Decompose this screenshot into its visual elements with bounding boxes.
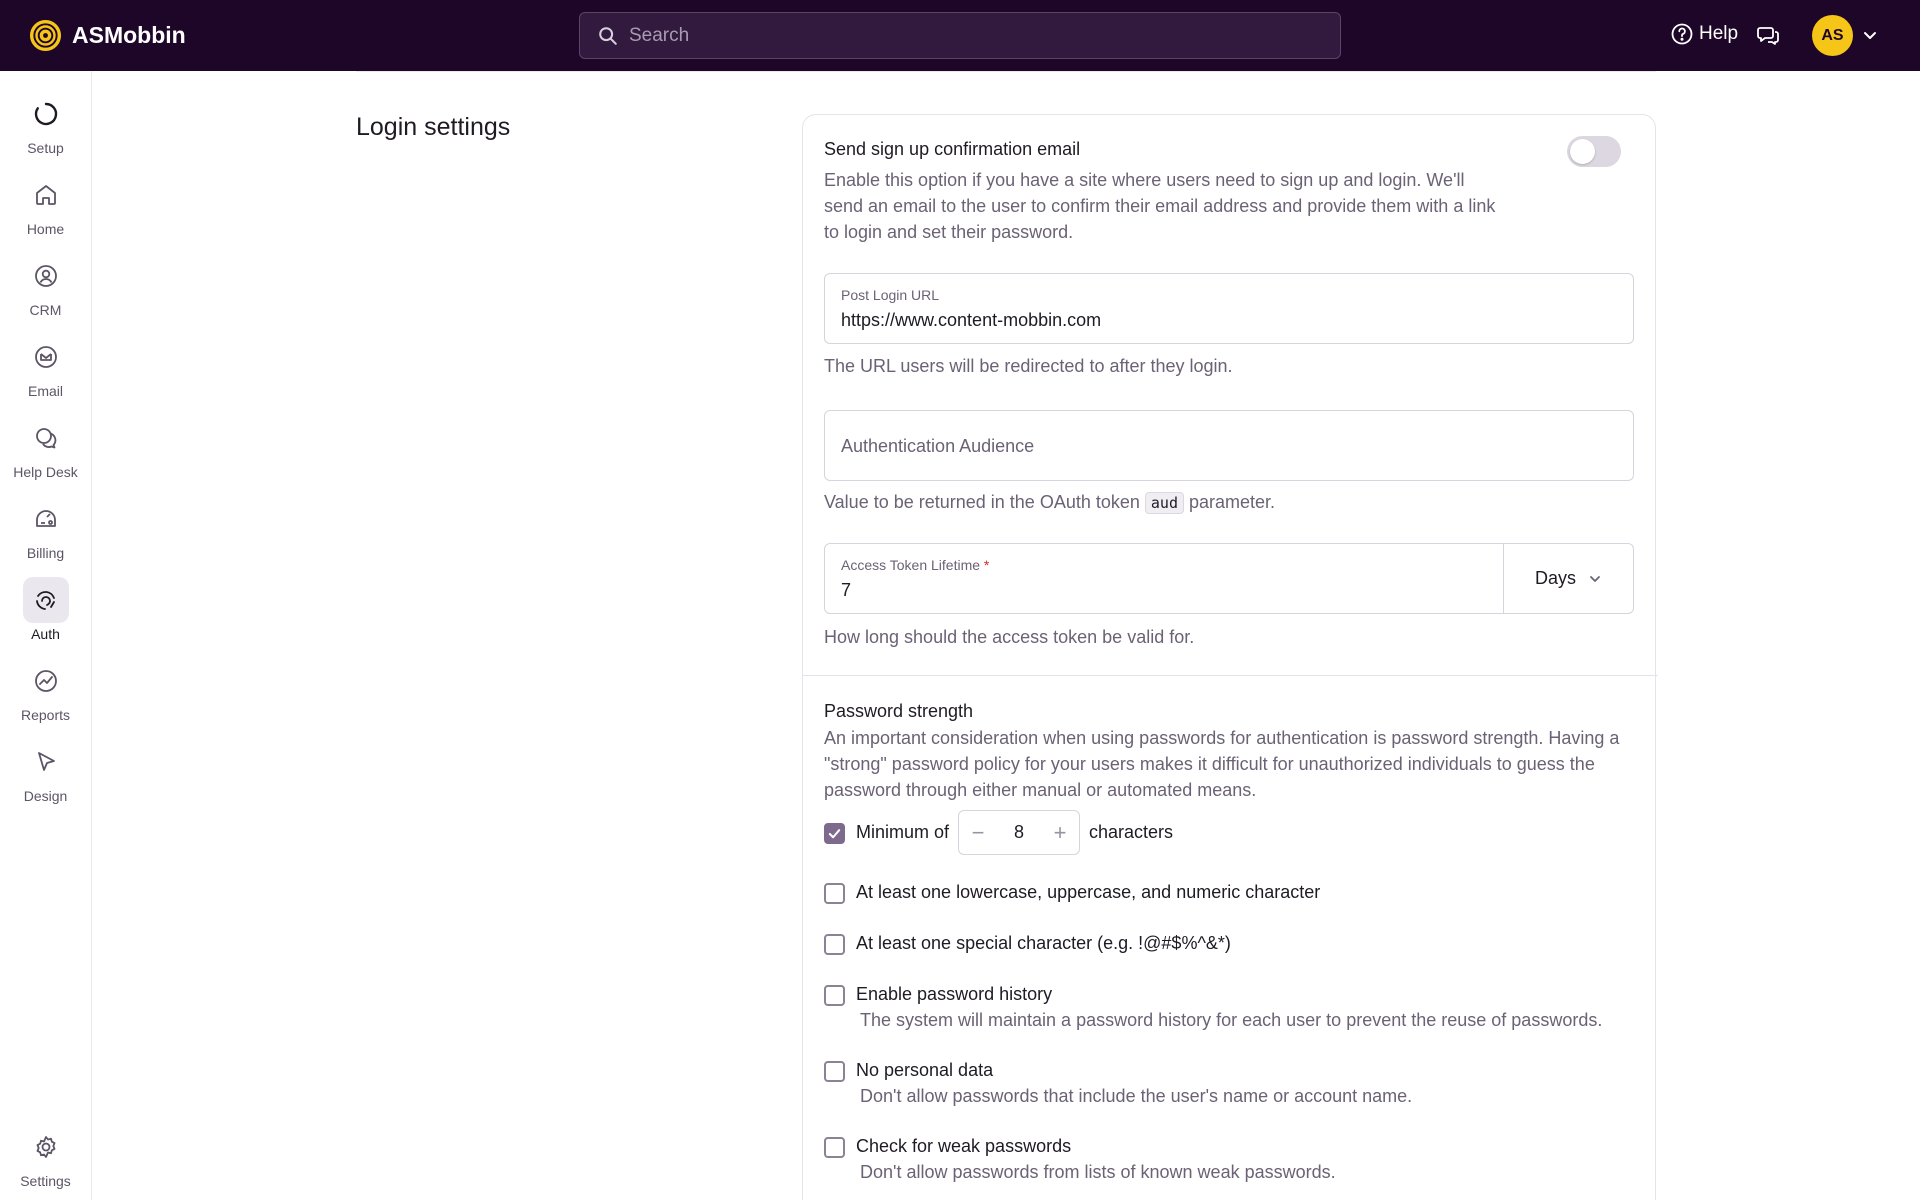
- loader-icon: [33, 101, 59, 127]
- special-char-checkbox[interactable]: [824, 934, 845, 955]
- help-circle-icon: [1670, 22, 1694, 46]
- token-unit-label: Days: [1534, 568, 1576, 588]
- option-special-char[interactable]: [824, 933, 1231, 955]
- option-label: No personal data: [856, 1060, 994, 1080]
- post-login-url-field[interactable]: [824, 273, 1634, 344]
- option-sub: The system will maintain a password history for each user to prevent the reuse of passwords.: [860, 1010, 1603, 1030]
- nav-icon-wrap: [23, 658, 69, 704]
- auth-audience-help: [824, 492, 1275, 514]
- nav-icon-wrap: [23, 172, 69, 218]
- increment-button[interactable]: +: [1053, 819, 1067, 845]
- gear-icon: [33, 1134, 59, 1160]
- sidebar-item-label: Home: [26, 221, 65, 237]
- post-login-url-label: Post Login URL: [841, 287, 940, 303]
- sidebar-item-help-desk[interactable]: [0, 415, 91, 491]
- nav-icon-wrap: [23, 91, 69, 137]
- option-mixed-case[interactable]: [824, 882, 1320, 904]
- card-divider: [802, 675, 1658, 676]
- search-icon: [597, 25, 619, 47]
- access-token-lifetime-field[interactable]: [824, 543, 1634, 614]
- home-icon: [33, 182, 59, 208]
- sidebar: [0, 71, 92, 1200]
- search-input[interactable]: [629, 25, 1309, 47]
- access-token-label-text: Access Token Lifetime: [841, 557, 981, 573]
- help-button[interactable]: [1670, 22, 1738, 46]
- nav-icon-wrap: [23, 253, 69, 299]
- sidebar-item-home[interactable]: [0, 172, 91, 248]
- help-label: Help: [1699, 23, 1739, 44]
- sidebar-item-billing[interactable]: [0, 496, 91, 572]
- user-circle-icon: [33, 263, 59, 289]
- brand-logo-icon: [29, 19, 62, 52]
- weak-passwords-checkbox[interactable]: [824, 1137, 845, 1158]
- search-bar[interactable]: [579, 12, 1341, 59]
- password-strength-description: An important consideration when using passwords for authentication is password strength. Having a "strong" password policy for your users makes it difficult for unauthorized individuals to guess the password through either manual or automated means.: [824, 728, 1620, 800]
- password-strength-title: Password strength: [824, 701, 974, 721]
- min-length-suffix: characters: [1089, 822, 1174, 842]
- decrement-button[interactable]: −: [971, 819, 985, 845]
- nav-icon-wrap: [23, 577, 69, 623]
- brand[interactable]: [29, 18, 186, 52]
- nav-icon-wrap: [23, 739, 69, 785]
- nav-icon-wrap: [23, 415, 69, 461]
- sidebar-item-auth[interactable]: [0, 577, 91, 653]
- access-token-value[interactable]: 7: [841, 580, 852, 600]
- option-no-personal-data[interactable]: [824, 1060, 993, 1082]
- sidebar-item-label: Auth: [31, 626, 60, 642]
- sidebar-item-design[interactable]: [0, 739, 91, 815]
- sidebar-item-label: Settings: [20, 1173, 71, 1189]
- auth-audience-placeholder: Authentication Audience: [841, 436, 1035, 456]
- nav-icon-wrap: [23, 334, 69, 380]
- email-icon: [33, 344, 59, 370]
- signup-toggle-description: Enable this option if you have a site where users need to sign up and login. We'll send an email to the user to confirm their email address and provide them with a link to login and set their password.: [824, 170, 1496, 242]
- aud-code: aud: [1145, 492, 1184, 514]
- min-length-value[interactable]: 8: [1014, 822, 1025, 842]
- page-title: Login settings: [356, 113, 511, 141]
- min-length-row: [824, 810, 1173, 855]
- toggle-knob: [1570, 139, 1595, 164]
- min-length-checkbox[interactable]: [824, 823, 845, 844]
- auth-audience-field[interactable]: [824, 410, 1634, 481]
- cursor-icon: [33, 749, 59, 775]
- check-icon: [827, 826, 842, 841]
- min-length-stepper[interactable]: [958, 810, 1080, 855]
- required-mark: *: [983, 557, 990, 573]
- avatar[interactable]: AS: [1812, 15, 1853, 56]
- sidebar-item-email[interactable]: [0, 334, 91, 410]
- option-label: At least one special character (e.g. !@#$%^&*): [856, 933, 1231, 953]
- sidebar-item-label: Billing: [26, 545, 65, 561]
- auth-fingerprint-icon: [33, 587, 59, 613]
- post-login-url-value[interactable]: https://www.content-mobbin.com: [841, 310, 1102, 330]
- chart-icon: [33, 668, 59, 694]
- option-label: At least one lowercase, uppercase, and numeric character: [856, 882, 1321, 902]
- sidebar-item-label: Design: [23, 788, 68, 804]
- mixed-case-checkbox[interactable]: [824, 883, 845, 904]
- option-sub: Don't allow passwords from lists of known weak passwords.: [860, 1162, 1336, 1182]
- nav-icon-wrap: [23, 496, 69, 542]
- access-token-help: How long should the access token be valid for.: [824, 627, 1195, 647]
- sidebar-item-reports[interactable]: [0, 658, 91, 734]
- billing-icon: [33, 506, 59, 532]
- post-login-url-help: The URL users will be redirected to after they login.: [824, 356, 1233, 376]
- password-history-checkbox[interactable]: [824, 985, 845, 1006]
- sidebar-item-setup[interactable]: [0, 91, 91, 167]
- option-label: Enable password history: [856, 984, 1053, 1004]
- divider: [356, 71, 1656, 72]
- signup-confirmation-toggle[interactable]: [1567, 136, 1621, 167]
- chat-bubbles-icon: [33, 425, 59, 451]
- sidebar-item-label: Reports: [20, 707, 71, 723]
- sidebar-item-label: Setup: [27, 140, 64, 156]
- option-weak-passwords[interactable]: [824, 1136, 1071, 1158]
- brand-name: ASMobbin: [72, 21, 186, 48]
- nav-icon-wrap: [23, 1124, 69, 1170]
- access-token-label: [841, 557, 989, 573]
- option-password-history[interactable]: [824, 984, 1052, 1006]
- auth-audience-help-suffix: parameter.: [1189, 492, 1276, 512]
- top-bar: [0, 0, 1920, 71]
- sidebar-item-settings[interactable]: [0, 1124, 91, 1200]
- option-sub: Don't allow passwords that include the user's name or account name.: [860, 1086, 1413, 1106]
- chevron-down-icon[interactable]: [1862, 27, 1878, 43]
- sidebar-item-label: CRM: [29, 302, 62, 318]
- sidebar-item-crm[interactable]: [0, 253, 91, 329]
- no-personal-data-checkbox[interactable]: [824, 1061, 845, 1082]
- chat-icon[interactable]: [1756, 23, 1780, 47]
- option-label: Check for weak passwords: [856, 1136, 1072, 1156]
- token-unit-select[interactable]: [1503, 544, 1633, 613]
- sidebar-item-label: Help Desk: [13, 464, 78, 480]
- auth-audience-help-prefix: Value to be returned in the OAuth token: [824, 492, 1140, 512]
- min-length-prefix: Minimum of: [856, 822, 950, 842]
- signup-toggle-title: Send sign up confirmation email: [824, 139, 1081, 159]
- chevron-down-icon: [1588, 572, 1602, 586]
- sidebar-item-label: Email: [27, 383, 63, 399]
